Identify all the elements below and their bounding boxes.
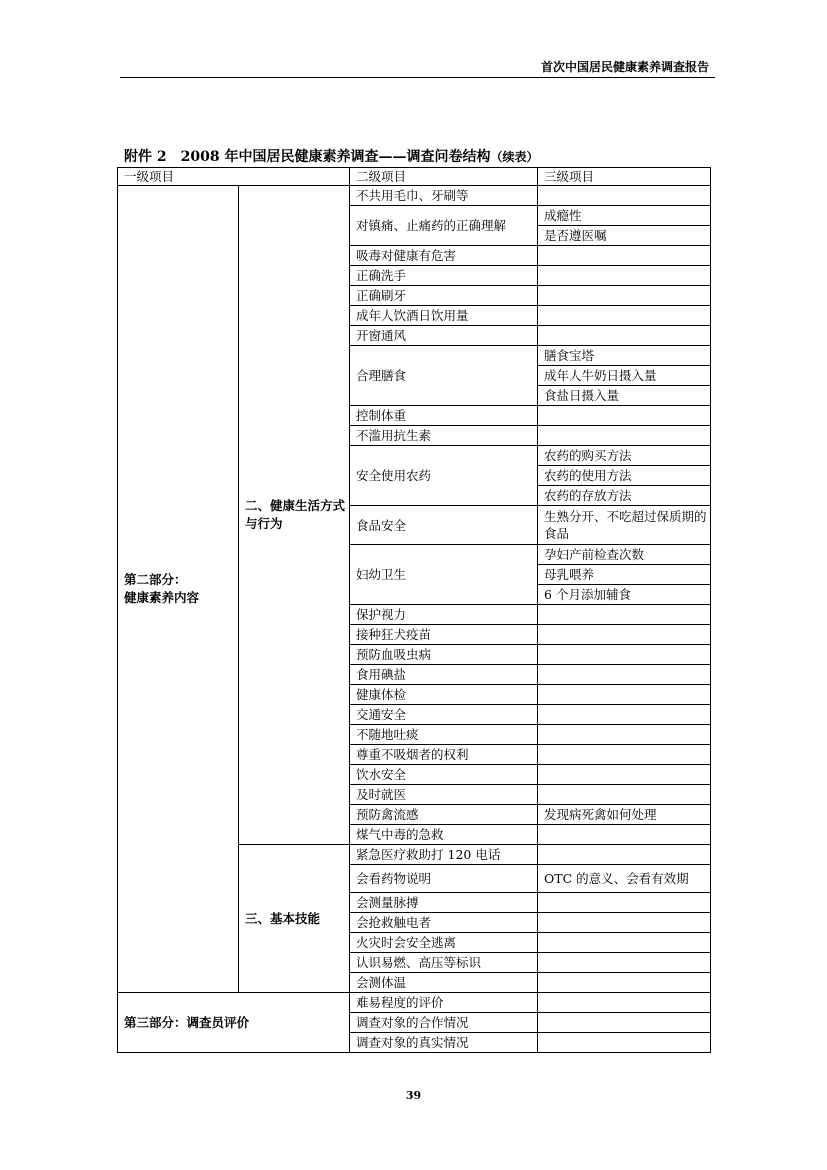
level2-cell: 安全使用农药 bbox=[350, 446, 538, 506]
header-level2: 二级项目 bbox=[350, 168, 538, 186]
level2-cell: 会测体温 bbox=[350, 973, 538, 993]
level3-cell bbox=[538, 306, 711, 326]
table-row bbox=[118, 186, 711, 206]
level2-cell: 控制体重 bbox=[350, 406, 538, 426]
level2-cell: 食用碘盐 bbox=[350, 665, 538, 685]
header-level3: 三级项目 bbox=[538, 168, 711, 186]
level3-cell bbox=[538, 953, 711, 973]
level3-cell bbox=[538, 326, 711, 346]
level3-cell bbox=[538, 1033, 711, 1053]
level2-cell: 保护视力 bbox=[350, 605, 538, 625]
level3-cell: 农药的使用方法 bbox=[538, 466, 711, 486]
level3-cell bbox=[538, 625, 711, 645]
level3-cell bbox=[538, 765, 711, 785]
level2-cell: 认识易燃、高压等标识 bbox=[350, 953, 538, 973]
level3-cell: 6 个月添加辅食 bbox=[538, 585, 711, 605]
level3-cell bbox=[538, 745, 711, 765]
level2-cell: 煤气中毒的急救 bbox=[350, 825, 538, 845]
table-title bbox=[124, 146, 538, 166]
level3-cell bbox=[538, 785, 711, 805]
part2-cell: 第二部分： 健康素养内容 bbox=[118, 186, 239, 993]
level3-cell bbox=[538, 973, 711, 993]
level3-cell bbox=[538, 845, 711, 865]
level2-cell: 预防血吸虫病 bbox=[350, 645, 538, 665]
level3-cell: 食盐日摄入量 bbox=[538, 386, 711, 406]
part3-cell: 第三部分：调查员评价 bbox=[118, 993, 350, 1053]
level2-cell: 成年人饮酒日饮用量 bbox=[350, 306, 538, 326]
level3-cell bbox=[538, 933, 711, 953]
level3-cell bbox=[538, 893, 711, 913]
level3-cell: 成瘾性 bbox=[538, 206, 711, 226]
level2-cell: 及时就医 bbox=[350, 785, 538, 805]
level3-cell bbox=[538, 913, 711, 933]
level2-cell: 对镇痛、止痛药的正确理解 bbox=[350, 206, 538, 246]
survey-structure-table bbox=[117, 167, 711, 1053]
level2-cell: 会看药物说明 bbox=[350, 865, 538, 893]
level2-cell: 合理膳食 bbox=[350, 346, 538, 406]
level2-cell: 会抢救触电者 bbox=[350, 913, 538, 933]
level3-cell bbox=[538, 186, 711, 206]
level2-cell: 接种狂犬疫苗 bbox=[350, 625, 538, 645]
level3-cell bbox=[538, 825, 711, 845]
level3-cell: 膳食宝塔 bbox=[538, 346, 711, 366]
level3-cell: 生熟分开、不吃超过保质期的食品 bbox=[538, 506, 711, 545]
level3-cell bbox=[538, 725, 711, 745]
level2-cell: 难易程度的评价 bbox=[350, 993, 538, 1013]
level2-cell: 健康体检 bbox=[350, 685, 538, 705]
level3-cell: 母乳喂养 bbox=[538, 565, 711, 585]
level3-cell bbox=[538, 705, 711, 725]
header-level1: 一级项目 bbox=[118, 168, 350, 186]
level2-cell: 正确刷牙 bbox=[350, 286, 538, 306]
running-header: 首次中国居民健康素养调查报告 bbox=[540, 60, 709, 74]
level2-cell: 紧急医疗救助打 120 电话 bbox=[350, 845, 538, 865]
level3-cell: 农药的购买方法 bbox=[538, 446, 711, 466]
level3-cell bbox=[538, 266, 711, 286]
level3-cell bbox=[538, 246, 711, 266]
page-number: 39 bbox=[405, 1089, 422, 1102]
level2-cell: 火灾时会安全逃离 bbox=[350, 933, 538, 953]
level2-cell: 会测量脉搏 bbox=[350, 893, 538, 913]
level3-cell bbox=[538, 1013, 711, 1033]
level2-cell: 吸毒对健康有危害 bbox=[350, 246, 538, 266]
level3-cell: 是否遵医嘱 bbox=[538, 226, 711, 246]
lifestyle-cell: 二、健康生活方式与行为 bbox=[239, 186, 350, 845]
level3-cell bbox=[538, 665, 711, 685]
table-title-main: 附件 2 2008 年中国居民健康素养调查——调查问卷结构 bbox=[124, 149, 491, 165]
level3-cell bbox=[538, 426, 711, 446]
level3-cell: 农药的存放方法 bbox=[538, 486, 711, 506]
level2-cell: 正确洗手 bbox=[350, 266, 538, 286]
level2-cell: 调查对象的合作情况 bbox=[350, 1013, 538, 1033]
table-row bbox=[118, 993, 711, 1013]
level3-cell: 成年人牛奶日摄入量 bbox=[538, 366, 711, 386]
table-title-cont: （续表） bbox=[490, 150, 539, 164]
level3-cell bbox=[538, 993, 711, 1013]
level2-cell: 预防禽流感 bbox=[350, 805, 538, 825]
level3-cell bbox=[538, 645, 711, 665]
level2-cell: 不滥用抗生素 bbox=[350, 426, 538, 446]
level3-cell: OTC 的意义、会看有效期 bbox=[538, 865, 711, 893]
level2-cell: 食品安全 bbox=[350, 506, 538, 545]
level2-cell: 开窗通风 bbox=[350, 326, 538, 346]
level2-cell: 尊重不吸烟者的权利 bbox=[350, 745, 538, 765]
table-header-row bbox=[118, 168, 711, 186]
header-rule bbox=[120, 77, 715, 78]
level2-cell: 妇幼卫生 bbox=[350, 545, 538, 605]
level3-cell: 发现病死禽如何处理 bbox=[538, 805, 711, 825]
level2-cell: 调查对象的真实情况 bbox=[350, 1033, 538, 1053]
level3-cell bbox=[538, 286, 711, 306]
level3-cell: 孕妇产前检查次数 bbox=[538, 545, 711, 565]
level3-cell bbox=[538, 685, 711, 705]
level2-cell: 交通安全 bbox=[350, 705, 538, 725]
skills-cell: 三、基本技能 bbox=[239, 845, 350, 993]
level2-cell: 不共用毛巾、牙刷等 bbox=[350, 186, 538, 206]
level2-cell: 饮水安全 bbox=[350, 765, 538, 785]
level3-cell bbox=[538, 605, 711, 625]
level3-cell bbox=[538, 406, 711, 426]
level2-cell: 不随地吐痰 bbox=[350, 725, 538, 745]
